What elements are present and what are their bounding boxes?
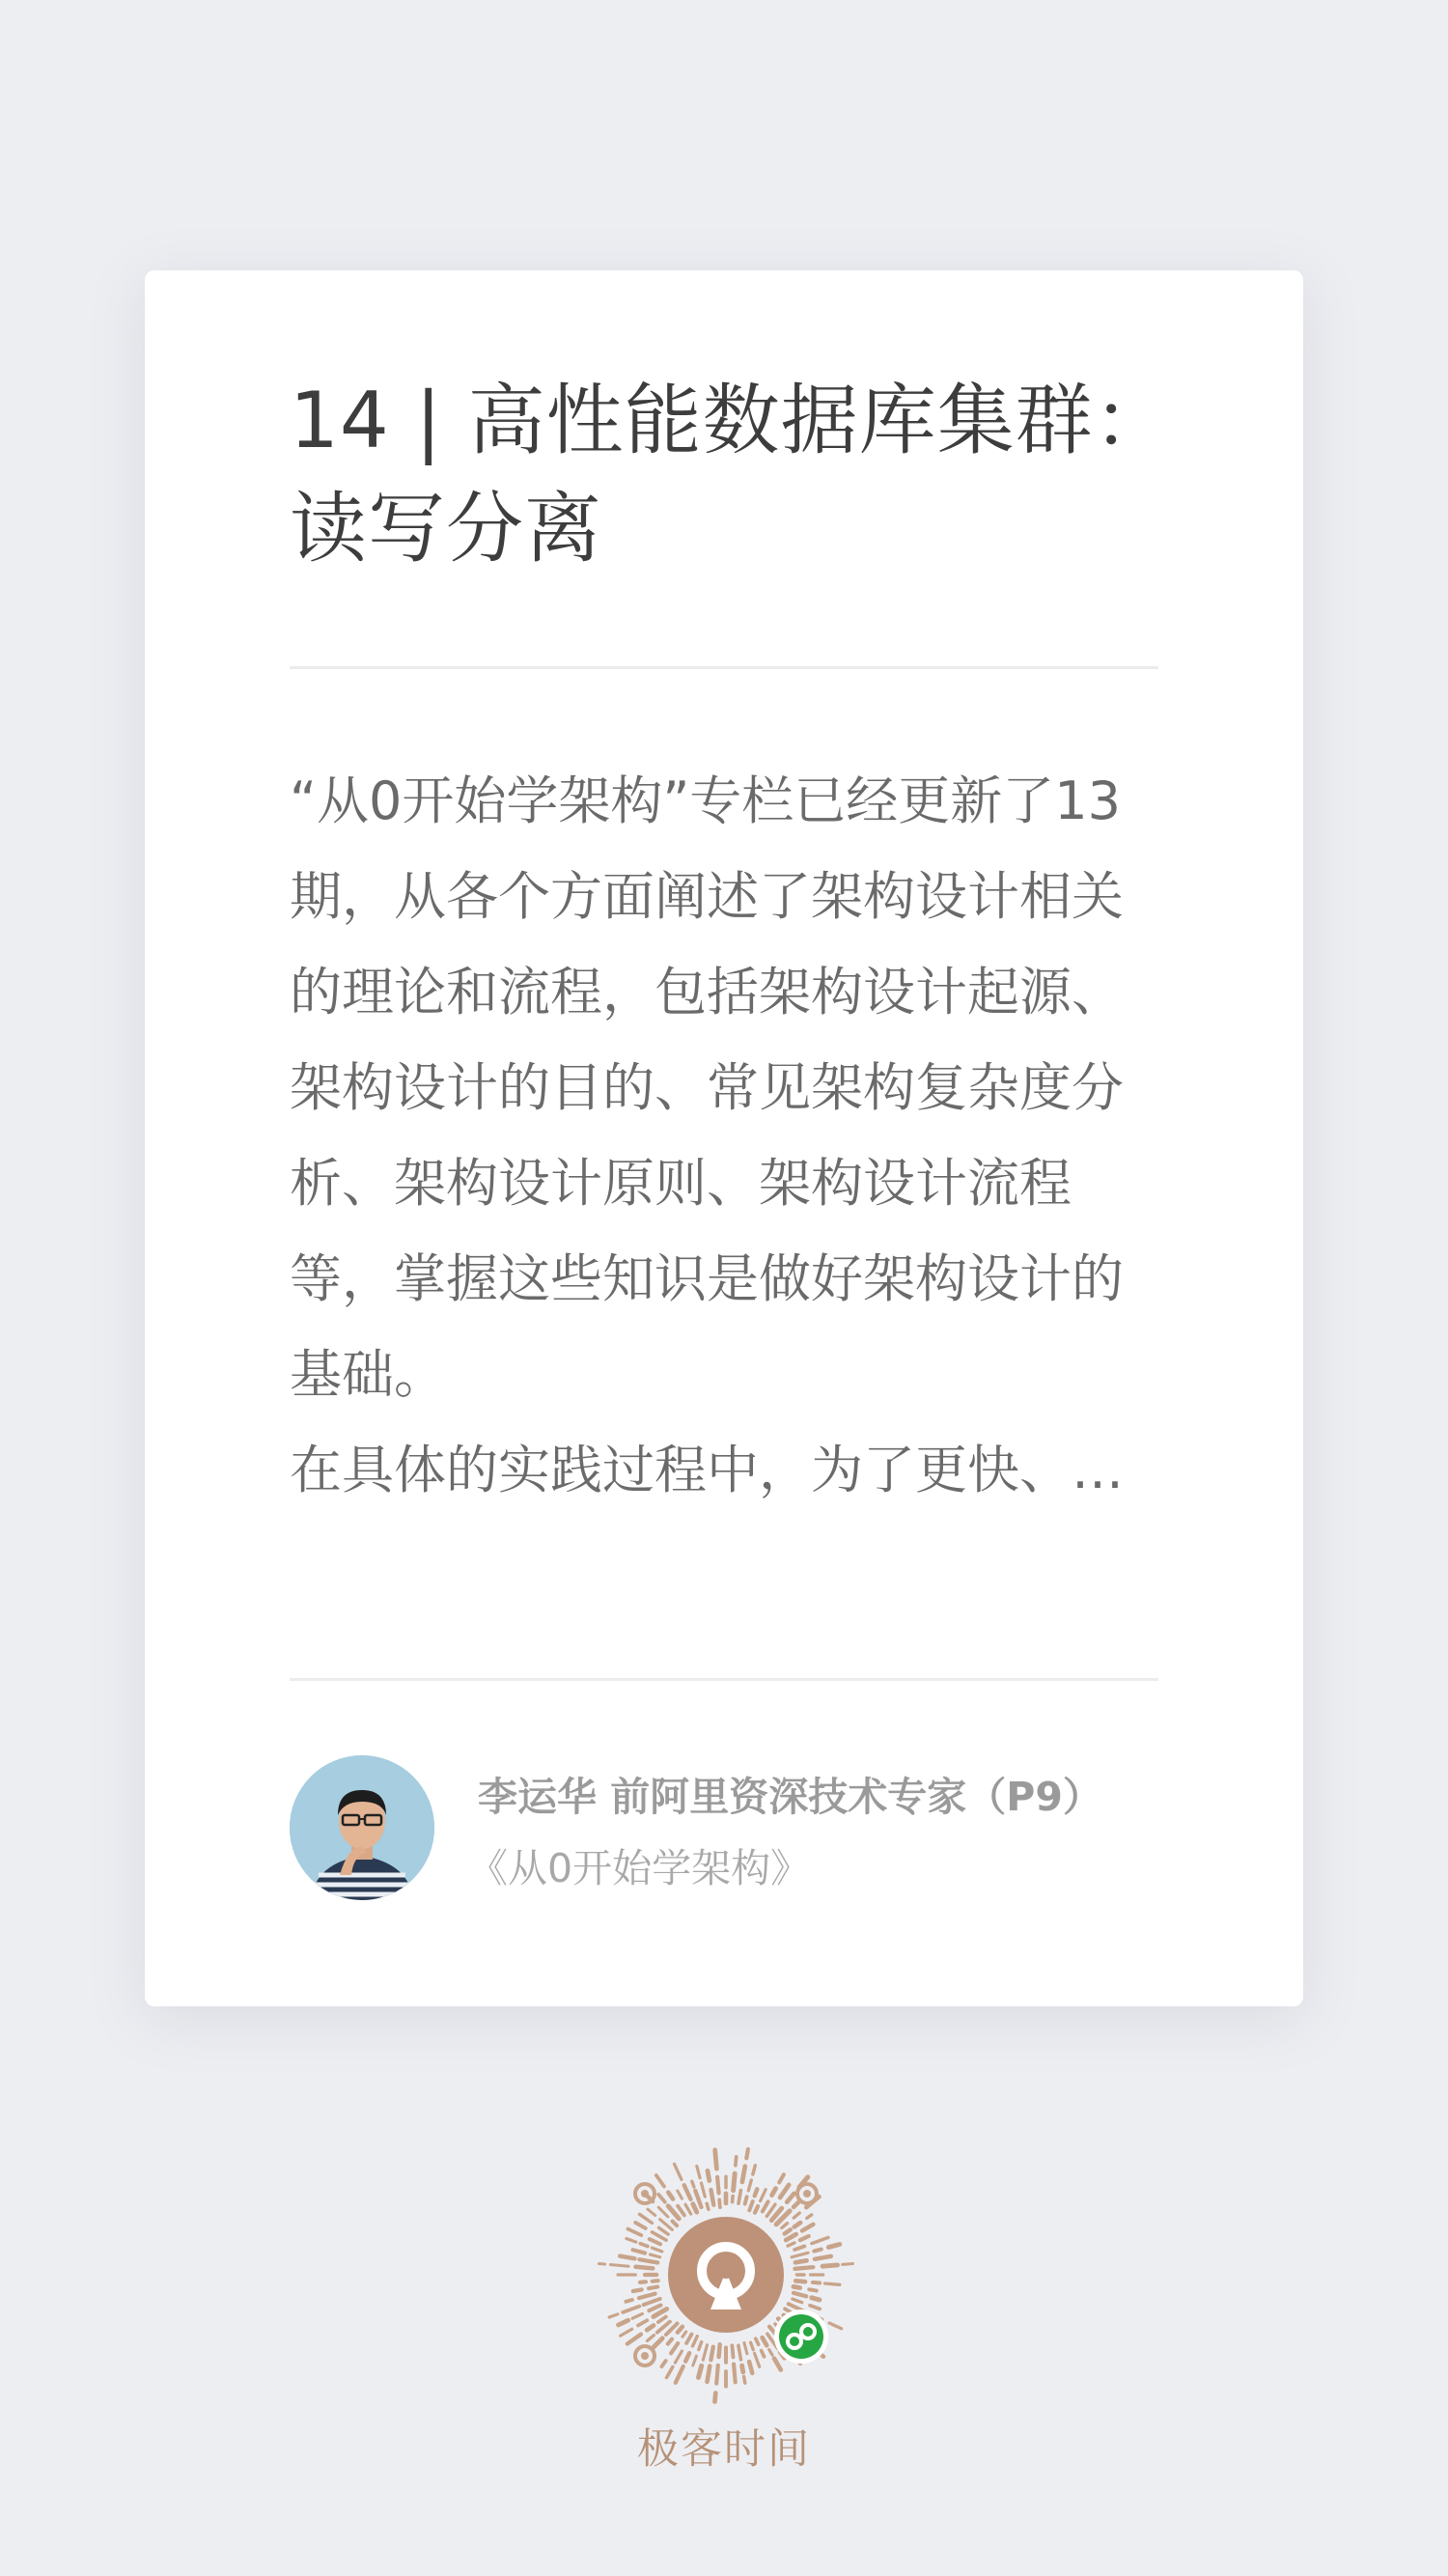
article-title: 14 | 高性能数据库集群：读写分离	[290, 376, 1172, 574]
summary-paragraph: “从0开始学架构”专栏已经更新了13期，从各个方面阐述了架构设计相关的理论和流程，包括架构设计起源、架构设计的目的、常见架构复杂度分析、架构设计原则、架构设计流程等，掌握这些知识是做好架构设计的基础。	[290, 770, 1124, 1405]
article-card[interactable]	[145, 270, 1303, 2006]
summary-paragraph-truncated: 在具体的实践过程中，为了更快、…	[290, 1440, 1124, 1500]
title-divider	[290, 666, 1158, 669]
author-avatar	[290, 1755, 434, 1900]
author-divider	[290, 1678, 1158, 1681]
wechat-mini-program-icon	[774, 2310, 828, 2364]
mini-program-code-icon[interactable]	[595, 2143, 857, 2406]
brand-name: 极客时间	[637, 2425, 811, 2474]
author-name: 李运华 前阿里资深技术专家（P9）	[478, 1774, 1102, 1820]
article-summary	[290, 753, 1158, 1518]
course-name: 《从0开始学架构》	[468, 1845, 811, 1891]
author-block	[290, 1755, 1178, 1902]
